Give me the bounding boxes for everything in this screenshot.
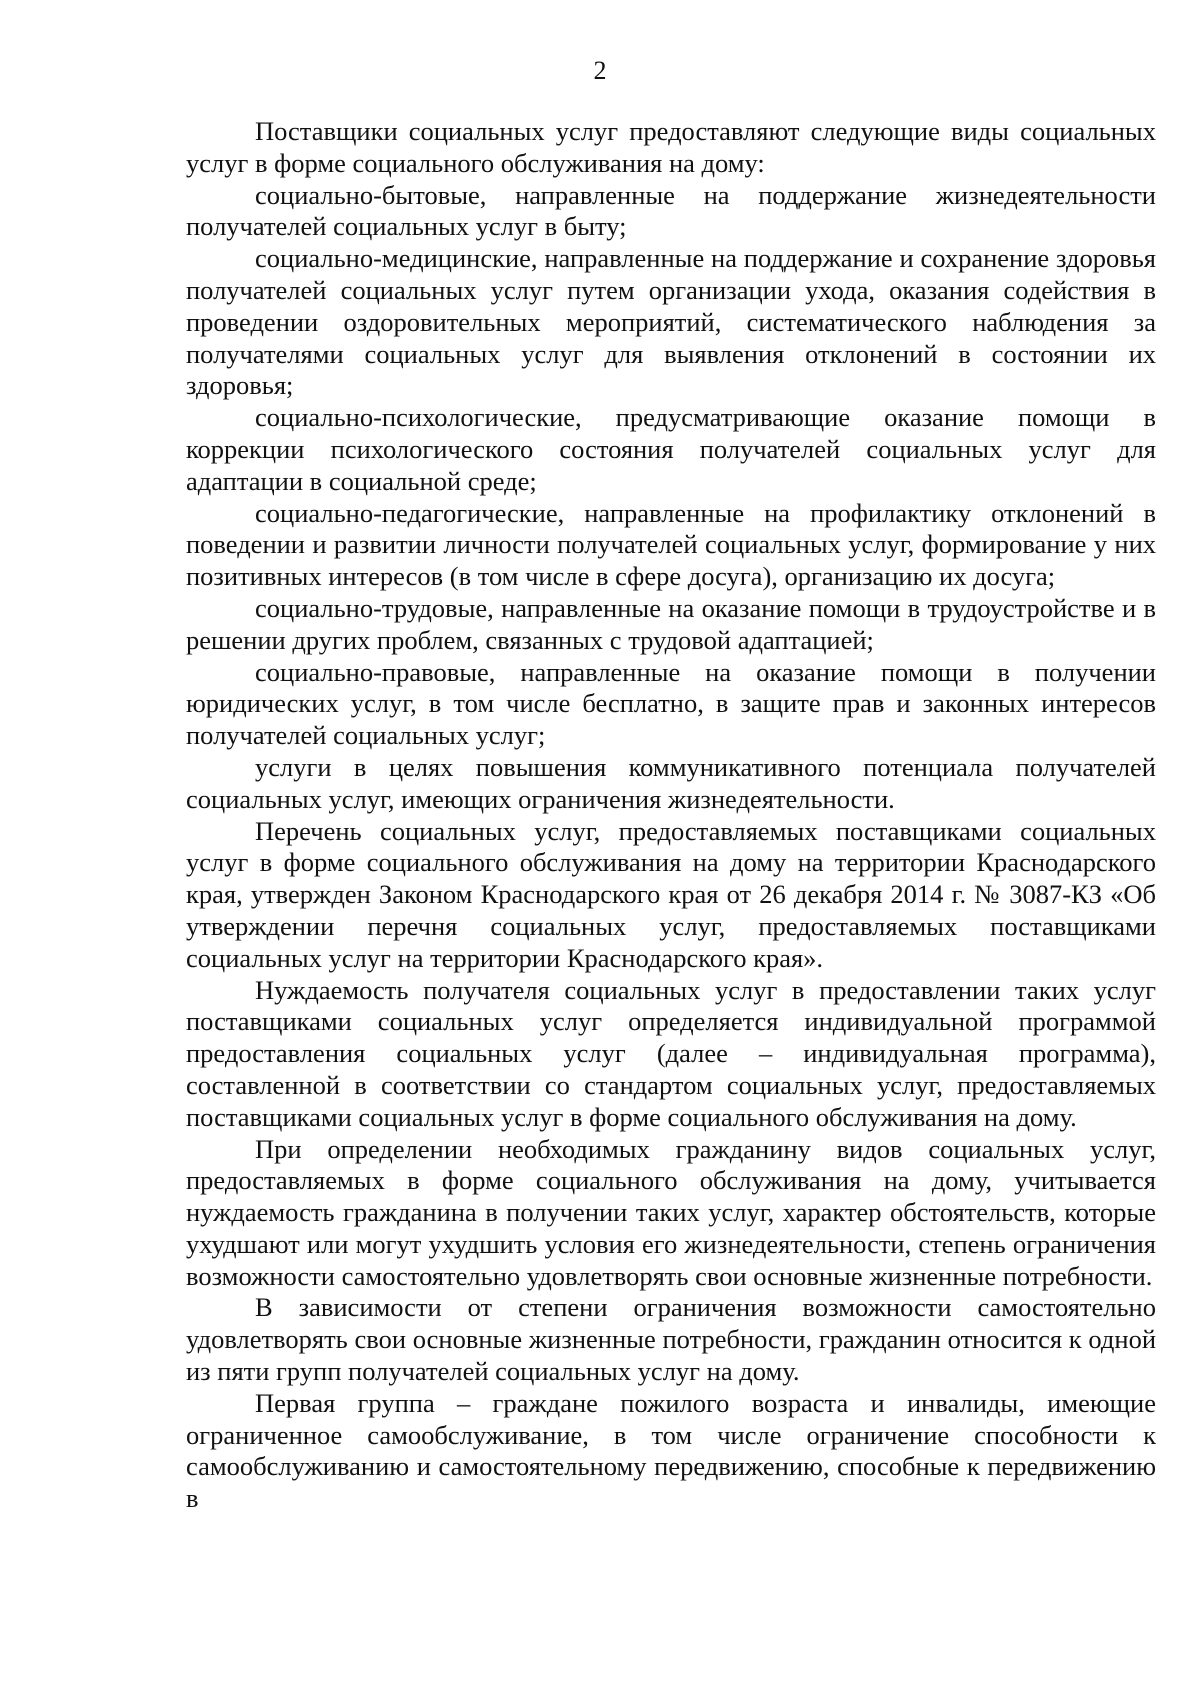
paragraph: услуги в целях повышения коммуникативного потенциала получателей социальных услуг, имеющих ограничения жизнедеятельности. [186,751,1156,814]
paragraph: социально-медицинские, направленные на поддержание и сохранение здоровья получателей социальных услуг путем организации ухода, оказания содействия в проведении оздоровительных мероприятий, систематического наблюдения за получателями социальных услуг для выявления отклонений в состоянии их здоровья; [186,243,1156,401]
paragraph: социально-психологические, предусматривающие оказание помощи в коррекции психологического состояния получателей социальных услуг для адаптации в социальной среде; [186,402,1156,496]
paragraph: социально-трудовые, направленные на оказание помощи в трудоустройстве и в решении других проблем, связанных с трудовой адаптацией; [186,592,1156,655]
paragraph: Перечень социальных услуг, предоставляемых поставщиками социальных услуг в форме социального обслуживания на дому на территории Краснодарского края, утвержден Законом Краснодарского края от 26 декабря 2014 г. № 3087-КЗ «Об утверждении перечня социальных услуг, предоставляемых поставщиками социальных услуг на территории Краснодарского края». [186,815,1156,973]
paragraph: социально-правовые, направленные на оказание помощи в получении юридических услуг, в том числе бесплатно, в защите прав и законных интересов получателей социальных услуг; [186,656,1156,751]
paragraph: социально-педагогические, направленные на профилактику отклонений в поведении и развитии личности получателей социальных услуг, формирование у них позитивных интересов (в том числе в сфере досуга), организацию их досуга; [186,497,1156,592]
paragraph: При определении необходимых гражданину видов социальных услуг, предоставляемых в форме социального обслуживания на дому, учитывается нуждаемость гражданина в получении таких услуг, характер обстоятельств, которые ухудшают или могут ухудшить условия его жизнедеятельности, степень ограничения возможности самостоятельно удовлетворять свои основные жизненные потребности. [186,1133,1156,1291]
document-body [186,116,1156,1515]
page-number: 2 [593,56,607,85]
paragraph: Поставщики социальных услуг предоставляют следующие виды социальных услуг в форме социального обслуживания на дому: [186,116,1156,178]
paragraph: В зависимости от степени ограничения возможности самостоятельно удовлетворять свои основные жизненные потребности, гражданин относится к одной из пяти групп получателей социальных услуг на дому. [186,1292,1156,1387]
paragraph: Первая группа – граждане пожилого возраста и инвалиды, имеющие ограниченное самообслуживание, в том числе ограничение способности к самообслуживанию и самостоятельному передвижению, способные к передвижению в [186,1387,1156,1514]
paragraph: Нуждаемость получателя социальных услуг в предоставлении таких услуг поставщиками социальных услуг определяется индивидуальной программой предоставления социальных услуг (далее – индивидуальная программа), составленной в соответствии со стандартом социальных услуг, предоставляемых поставщиками социальных услуг в форме социального обслуживания на дому. [186,974,1156,1132]
paragraph: социально-бытовые, направленные на поддержание жизнедеятельности получателей социальных услуг в быту; [186,179,1156,242]
